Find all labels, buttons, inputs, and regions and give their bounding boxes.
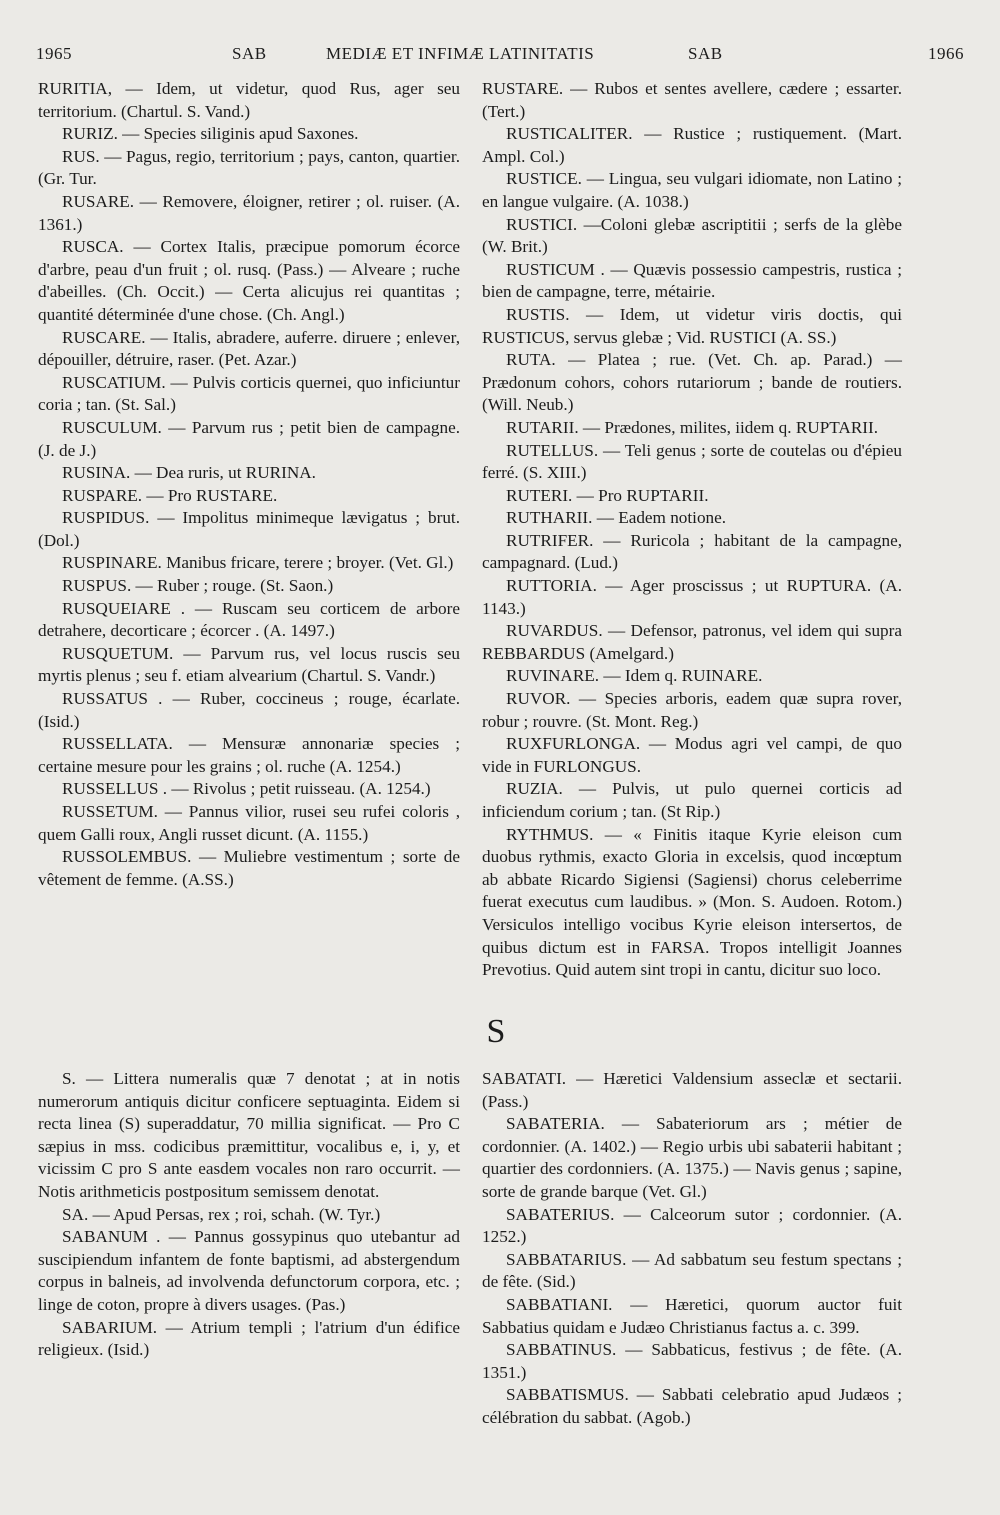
dictionary-entry: RUTA. — Platea ; rue. (Vet. Ch. ap. Parad.) — Prædonum cohors, cohors rutariorum ; bande de routiers. (Will. Neub.) [482,350,902,415]
dictionary-entry: RUSARE. — Removere, éloigner, retirer ; ol. ruiser. (A. 1361.) [38,191,460,234]
dictionary-entry: SABBATIANI. — Hæretici, quorum auctor fuit Sabbatius quidam e Judæo Christianus factus a. c. 399. [482,1294,902,1337]
running-title: MEDIÆ ET INFIMÆ LATINITATIS [326,44,595,63]
dictionary-entry: RUTERI. — Pro RUPTARII. [506,485,709,505]
dictionary-entry: RUSTICE. — Lingua, seu vulgari idiomate, non Latino ; en langue vulgaire. (A. 1038.) [482,169,902,211]
section-letter-heading: S [486,1013,506,1050]
dictionary-entry: SABBATARIUS. — Ad sabbatum seu festum spectans ; de fête. (Sid.) [482,1249,902,1292]
dictionary-entry: SA. — Apud Persas, rex ; roi, schah. (W. Tyr.) [62,1204,381,1224]
dictionary-entry: RUSCA. — Cortex Italis, præcipue pomorum écorce d'arbre, peau d'un fruit ; ol. rusq. (Pass.) — Alveare ; ruche d'abeilles. (Ch. Occit.) — Certa alicujus rei quantitas ; quantité déterminée d'une chose. (Ch. Angl.) [38,237,460,324]
dictionary-entry: RUTELLUS. — Teli genus ; sorte de coutelas ou d'épieu ferré. (S. XIII.) [482,440,902,483]
dictionary-entry: RUSSETUM. — Pannus vilior, rusei seu rufei coloris , quem Galli roux, Angli russet dicunt. (A. 1155.) [38,802,460,844]
dictionary-entry: RUSSELLATA. — Mensuræ annonariæ species ; certaine mesure pour les grains ; ol. ruche (A. 1254.) [38,734,460,776]
dictionary-entry: SABBATINUS. — Sabbaticus, festivus ; de fête. (A. 1351.) [482,1340,902,1382]
dictionary-entry: RUSTICALITER. — Rustice ; rustiquement. (Mart. Ampl. Col.) [482,124,902,166]
page-number-right: 1966 [928,44,964,63]
running-header [36,44,964,72]
dictionary-entry: RUSPIDUS. — Impolitus minimeque lævigatus ; brut. (Dol.) [38,508,460,550]
guide-word-left: SAB [232,44,267,63]
dictionary-entry: RUSTICI. —Coloni glebæ ascriptitii ; serfs de la glèbe (W. Brit.) [482,214,902,257]
dictionary-entry: RUXFURLONGA. — Modus agri vel campi, de quo vide in FURLONGUS. [482,734,902,776]
dictionary-entry: RUSCATIUM. — Pulvis corticis quernei, quo inficiuntur coria ; tan. (St. Sal.) [38,372,460,415]
dictionary-entry: RURIZ. — Species siliginis apud Saxones. [62,124,359,144]
dictionary-entry: RUSTIS. — Idem, ut videtur viris doctis, qui RUSTICUS, servus glebæ ; Vid. RUSTICI (A. SS.) [482,304,902,347]
dictionary-entry: RUTRIFER. — Ruricola ; habitant de la campagne, campagnard. (Lud.) [482,530,902,573]
dictionary-entry: RURITIA, — Idem, ut videtur, quod Rus, ager seu territorium. (Chartul. S. Vand.) [38,79,460,121]
left-column-bottom [38,1068,460,1362]
dictionary-entry: S. — Littera numeralis quæ 7 denotat ; at in notis numerorum antiquis dicitur conficere septuaginta. Eidem si recta linea (S) superaddatur, 70 millia significat. — Pro C sæpius in mss. codicibus præmittitur, vocalibus e, i, y, et vicissim C pro S ante easdem vocales non raro occurrit. — Notis arithmeticis postpositum semissem denotat. [38,1069,460,1201]
dictionary-entry: RUZIA. — Pulvis, ut pulo quernei corticis ad inficiendum corium ; tan. (St Rip.) [482,779,902,821]
dictionary-entry: RUSPUS. — Ruber ; rouge. (St. Saon.) [62,576,334,596]
dictionary-entry: RUVINARE. — Idem q. RUINARE. [506,666,763,686]
dictionary-entry: RUSPINARE. Manibus fricare, terere ; broyer. (Vet. Gl.) [62,553,454,573]
dictionary-entry: SABATERIUS. — Calceorum sutor ; cordonnier. (A. 1252.) [482,1204,902,1247]
dictionary-entry: SABARIUM. — Atrium templi ; l'atrium d'un édifice religieux. (Isid.) [38,1317,460,1360]
dictionary-entry: RUTHARII. — Eadem notione. [506,508,727,528]
dictionary-entry: RUSTARE. — Rubos et sentes avellere, cædere ; essarter. (Tert.) [482,79,902,121]
dictionary-entry: RUSINA. — Dea ruris, ut RURINA. [62,463,316,483]
dictionary-entry: RUTTORIA. — Ager proscissus ; ut RUPTURA. (A. 1143.) [482,576,902,618]
right-column-bottom [482,1068,902,1430]
dictionary-entry: RUSQUEIARE . — Ruscam seu corticem de arbore detrahere, decorticare ; écorcer . (A. 1497.) [38,598,460,641]
right-column-top [482,78,902,982]
guide-word-right: SAB [688,44,723,63]
dictionary-entry: SABATATI. — Hæretici Valdensium asseclæ et sectarii. (Pass.) [482,1069,902,1111]
dictionary-entry: SABATERIA. — Sabateriorum ars ; métier de cordonnier. (A. 1402.) — Regio urbis ubi sabaterii habitant ; quartier des cordonniers. (A. 1375.) — Navis genus ; sapine, sorte de grande barque (Vet. Gl.) [482,1114,902,1201]
dictionary-entry: RUVARDUS. — Defensor, patronus, vel idem qui supra REBBARDUS (Amelgard.) [482,621,902,663]
dictionary-entry: RUSPARE. — Pro RUSTARE. [62,485,278,505]
dictionary-entry: RUS. — Pagus, regio, territorium ; pays, canton, quartier. (Gr. Tur. [38,146,460,189]
dictionary-entry: RUSSOLEMBUS. — Muliebre vestimentum ; sorte de vêtement de femme. (A.SS.) [38,847,460,889]
dictionary-entry: SABBATISMUS. — Sabbati celebratio apud Judæos ; célébration du sabbat. (Agob.) [482,1385,902,1427]
left-column-top [38,78,460,891]
dictionary-entry: RUSCARE. — Italis, abradere, auferre. diruere ; enlever, dépouiller, détruire, raser. (Pet. Azar.) [38,327,460,370]
dictionary-entry: RUSCULUM. — Parvum rus ; petit bien de campagne. (J. de J.) [38,417,460,460]
dictionary-entry: RUVOR. — Species arboris, eadem quæ supra rover, robur ; rouvre. (St. Mont. Reg.) [482,689,902,731]
dictionary-entry: RUSSELLUS . — Rivolus ; petit ruisseau. (A. 1254.) [62,779,431,799]
page-number-left: 1965 [36,44,72,63]
dictionary-entry: RUTARII. — Prædones, milites, iidem q. RUPTARII. [506,417,879,437]
dictionary-entry: RUSTICUM . — Quævis possessio campestris, rustica ; bien de campagne, terre, métairie. [482,259,902,302]
dictionary-entry: RUSQUETUM. — Parvum rus, vel locus ruscis seu myrtis plenus ; seu f. etiam alvearium (Chartul. S. Vandr.) [38,643,460,686]
dictionary-entry: RUSSATUS . — Ruber, coccineus ; rouge, écarlate. (Isid.) [38,689,460,731]
dictionary-entry: RYTHMUS. — « Finitis itaque Kyrie eleison cum duobus rythmis, exacto Gloria in excelsis, quod incœptum ab abbate Ricardo Sigiensi (Sagiensi) chorus celeberrime fuerat executus cum laudibus. » (Mon. S. Audoen. Rotom.) Versiculos intelligo vocibus Kyrie eleison intersertos, de quibus dictum est in FARSA. Tropos intelligit Joannes Prevotius. Quid autem sint tropi in cantu, dicitur suo loco. [482,824,902,980]
dictionary-entry: SABANUM . — Pannus gossypinus quo utebantur ad suscipiendum infantem de fonte baptismi, ad abstergendum corpus in balneis, ad involvenda defunctorum corpora, etc. ; linge de coton, propre à divers usages. (Pas.) [38,1227,460,1314]
